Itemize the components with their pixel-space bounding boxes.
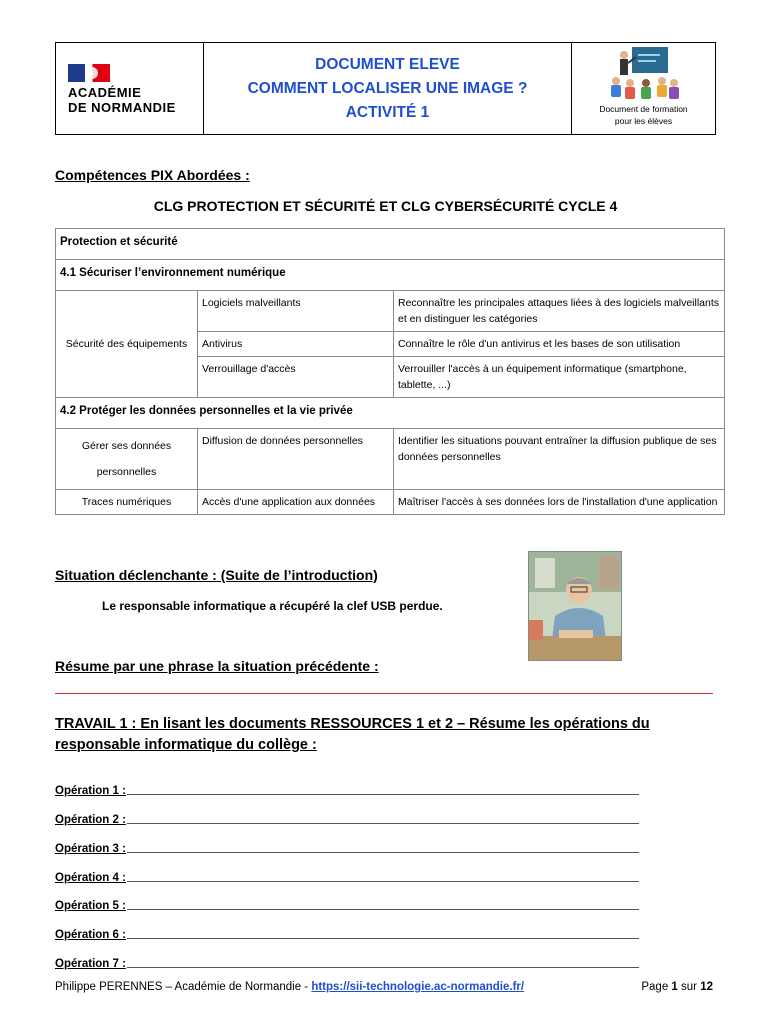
page-footer bbox=[55, 981, 713, 993]
badge-caption-line2: pour les élèves bbox=[614, 116, 673, 126]
classroom-teacher-icon bbox=[572, 43, 715, 103]
republic-flag-icon bbox=[68, 64, 110, 82]
operation-label: Opération 7 : bbox=[55, 958, 126, 971]
table-row bbox=[56, 398, 725, 429]
academy-name-line2: DE NORMANDIE bbox=[68, 100, 176, 115]
badge-caption-line1: Document de formation bbox=[599, 104, 688, 114]
footer-site-link[interactable]: https://sii-technologie.ac-normandie.fr/ bbox=[311, 981, 525, 993]
page-sep: sur bbox=[677, 981, 701, 993]
situation-text: Le responsable informatique a récupéré la clef USB perdue. bbox=[102, 599, 443, 613]
footer-credits bbox=[55, 981, 524, 993]
operation-row bbox=[55, 941, 639, 970]
desc-cell: Reconnaître les principales attaques liées à des logiciels malveillants et en distinguer les catégories bbox=[394, 291, 725, 332]
item-cell: Verrouillage d'accès bbox=[198, 357, 394, 398]
section-title-cell: 4.2 Protéger les données personnelles et la vie privée bbox=[56, 398, 725, 429]
training-badge bbox=[572, 43, 715, 134]
page-prefix: Page bbox=[641, 981, 672, 993]
table-row bbox=[56, 260, 725, 291]
table-row bbox=[56, 229, 725, 260]
desc-cell: Connaître le rôle d'un antivirus et les bases de son utilisation bbox=[394, 332, 725, 357]
operation-label: Opération 4 : bbox=[55, 871, 126, 884]
operation-answer-line[interactable] bbox=[127, 852, 639, 853]
title-line2: COMMENT LOCALISER UNE IMAGE ? bbox=[247, 79, 528, 97]
group-cell: Gérer ses données personnelles bbox=[56, 429, 198, 490]
page-current: 1 bbox=[671, 981, 678, 993]
operation-answer-line[interactable] bbox=[127, 823, 639, 824]
competences-table bbox=[55, 228, 725, 515]
operation-answer-line[interactable] bbox=[127, 938, 639, 939]
title-line3: ACTIVITÉ 1 bbox=[345, 103, 430, 121]
academy-name-line1: ACADÉMIE bbox=[68, 85, 142, 100]
operation-answer-line[interactable] bbox=[127, 909, 639, 910]
operation-answer-line[interactable] bbox=[127, 794, 639, 795]
group-cell: Sécurité des équipements bbox=[56, 291, 198, 398]
item-cell: Antivirus bbox=[198, 332, 394, 357]
operation-label: Opération 1 : bbox=[55, 784, 126, 797]
operation-label: Opération 2 : bbox=[55, 813, 126, 826]
operation-label: Opération 6 : bbox=[55, 929, 126, 942]
situation-heading: Situation déclenchante : (Suite de l’introduction) bbox=[55, 567, 378, 583]
title-line1: DOCUMENT ELEVE bbox=[315, 55, 460, 73]
section-title-cell: 4.1 Sécuriser l’environnement numérique bbox=[56, 260, 725, 291]
desc-cell: Verrouiller l'accès à un équipement informatique (smartphone, tablette, ...) bbox=[394, 357, 725, 398]
document-title bbox=[204, 43, 572, 134]
operation-label: Opération 5 : bbox=[55, 900, 126, 913]
resume-heading: Résume par une phrase la situation précédente : bbox=[55, 658, 379, 674]
resume-answer-line[interactable] bbox=[55, 693, 713, 694]
desc-cell: Maîtriser l'accès à ses données lors de l'installation d'une application bbox=[394, 490, 725, 515]
travail-heading: TRAVAIL 1 : En lisant les documents RESSOURCES 1 et 2 – Résume les opérations du responsable informatique du collège : bbox=[55, 716, 650, 753]
operations-list bbox=[55, 768, 639, 970]
table-row bbox=[56, 429, 725, 490]
item-cell: Diffusion de données personnelles bbox=[198, 429, 394, 490]
table-row bbox=[56, 291, 725, 332]
it-manager-illustration bbox=[528, 551, 622, 661]
operation-row bbox=[55, 826, 639, 855]
competences-subtitle: CLG PROTECTION ET SÉCURITÉ ET CLG CYBERSÉCURITÉ CYCLE 4 bbox=[153, 198, 618, 214]
operation-row bbox=[55, 797, 639, 826]
operation-row bbox=[55, 884, 639, 913]
domain-cell: Protection et sécurité bbox=[56, 229, 725, 260]
operation-row bbox=[55, 855, 639, 884]
table-row bbox=[56, 490, 725, 515]
operation-answer-line[interactable] bbox=[127, 967, 639, 968]
item-cell: Logiciels malveillants bbox=[198, 291, 394, 332]
footer-author: Philippe PERENNES – Académie de Normandie - bbox=[55, 981, 312, 993]
operation-row bbox=[55, 912, 639, 941]
document-header bbox=[55, 42, 716, 135]
academy-logo bbox=[56, 43, 204, 134]
competences-heading: Compétences PIX Abordées : bbox=[55, 167, 250, 183]
item-cell: Accès d'une application aux données bbox=[198, 490, 394, 515]
page-number bbox=[641, 981, 713, 993]
operation-answer-line[interactable] bbox=[127, 881, 639, 882]
group-cell: Traces numériques bbox=[56, 490, 198, 515]
page-total: 12 bbox=[700, 981, 713, 993]
desc-cell: Identifier les situations pouvant entraîner la diffusion publique de ses données personnelles bbox=[394, 429, 725, 490]
operation-row bbox=[55, 768, 639, 797]
operation-label: Opération 3 : bbox=[55, 842, 126, 855]
